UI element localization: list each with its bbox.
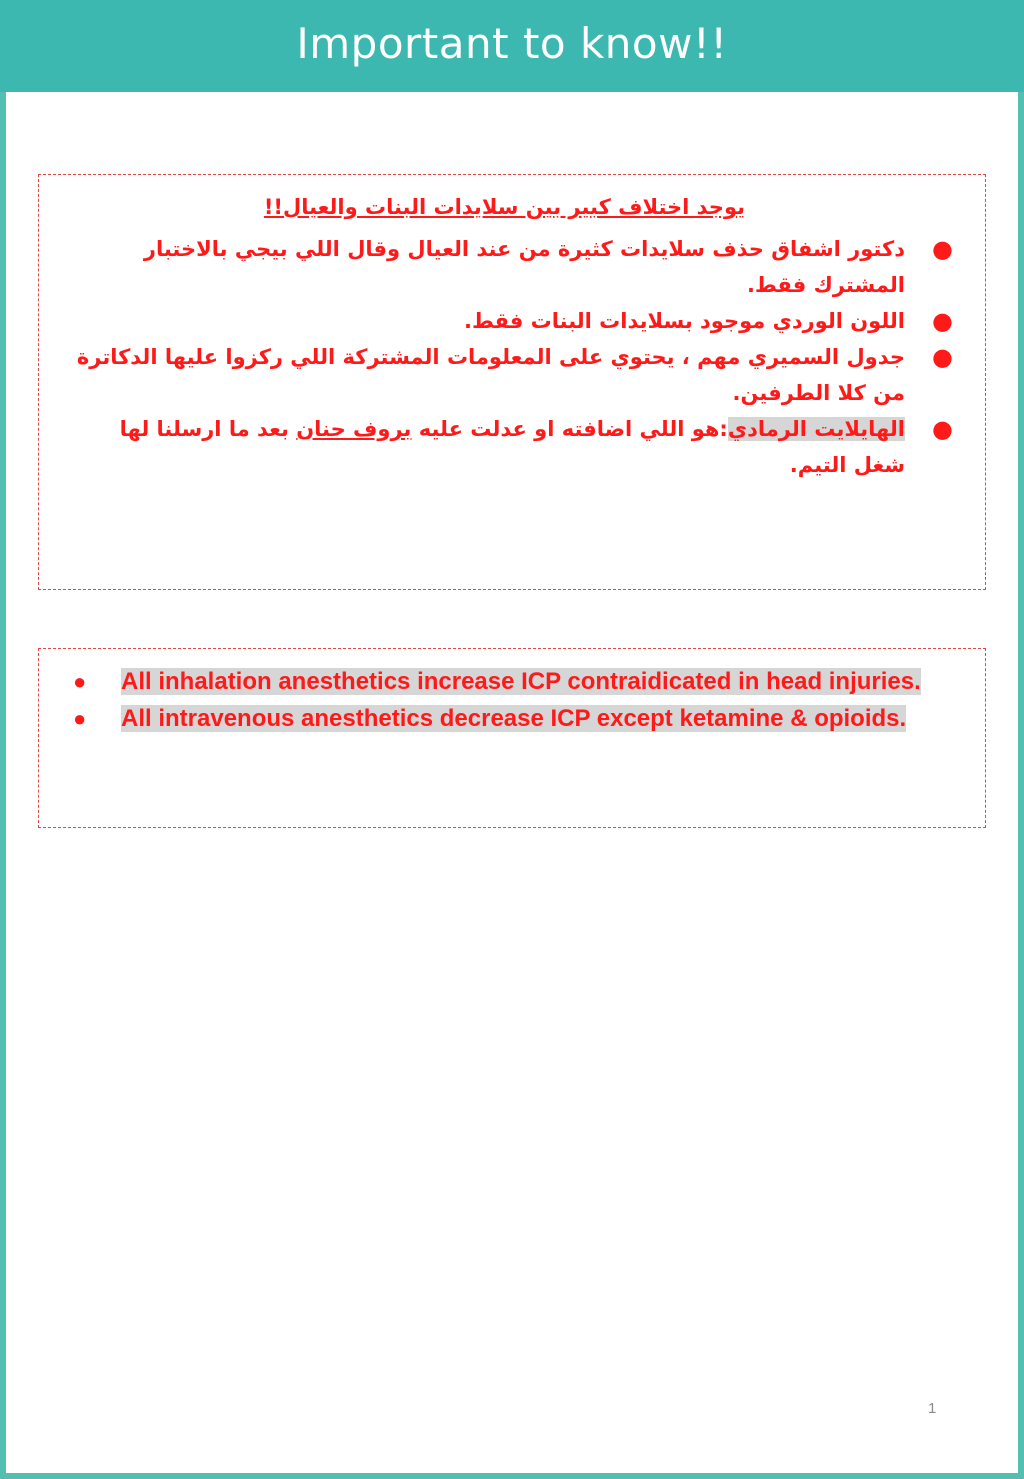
arabic-notes-list [65, 231, 953, 483]
english-notes-list [73, 663, 979, 737]
bullet-icon: ● [932, 415, 953, 443]
bullet-icon: ● [932, 343, 953, 371]
bullet-icon: ● [932, 307, 953, 335]
list-item-text: :هو اللي اضافته او عدلت عليه [411, 417, 728, 441]
list-item [73, 700, 979, 737]
page-header [0, 0, 1024, 92]
list-item [65, 303, 953, 339]
list-item [65, 411, 953, 483]
list-item [73, 663, 979, 700]
page-title: Important to know!! [296, 18, 728, 68]
list-item-text: اللون الوردي موجود بسلايدات البنات فقط. [464, 309, 905, 333]
page-number: 1 [928, 1400, 937, 1417]
list-item-text-end: بعد ما ارسلنا لها شغل التيم. [119, 417, 905, 477]
list-item [65, 339, 953, 411]
bullet-icon: ● [932, 235, 953, 263]
english-notes-box [38, 648, 986, 828]
list-item-text: All inhalation anesthetics increase ICP contraidicated in head injuries. [121, 668, 921, 695]
list-item-text: جدول السميري مهم ، يحتوي على المعلومات المشتركة اللي ركزوا عليها الدكاترة من كلا الطرفين. [76, 345, 905, 405]
list-item [65, 231, 953, 303]
bullet-icon: ● [73, 669, 87, 694]
underlined-name: بروف حنان [296, 417, 412, 441]
list-item-text: All intravenous anesthetics decrease ICP except ketamine & opioids. [121, 705, 907, 732]
list-item-text: دكتور اشفاق حذف سلايدات كثيرة من عند العيال وقال اللي بيجي بالاختبار المشترك فقط. [143, 237, 905, 297]
highlighted-phrase: الهايلايت الرمادي [727, 417, 905, 441]
bullet-icon: ● [73, 706, 87, 731]
arabic-notes-title: يوجد اختلاف كبير بين سلايدات البنات والعيال!! [263, 195, 745, 219]
arabic-notes-box [38, 174, 986, 590]
